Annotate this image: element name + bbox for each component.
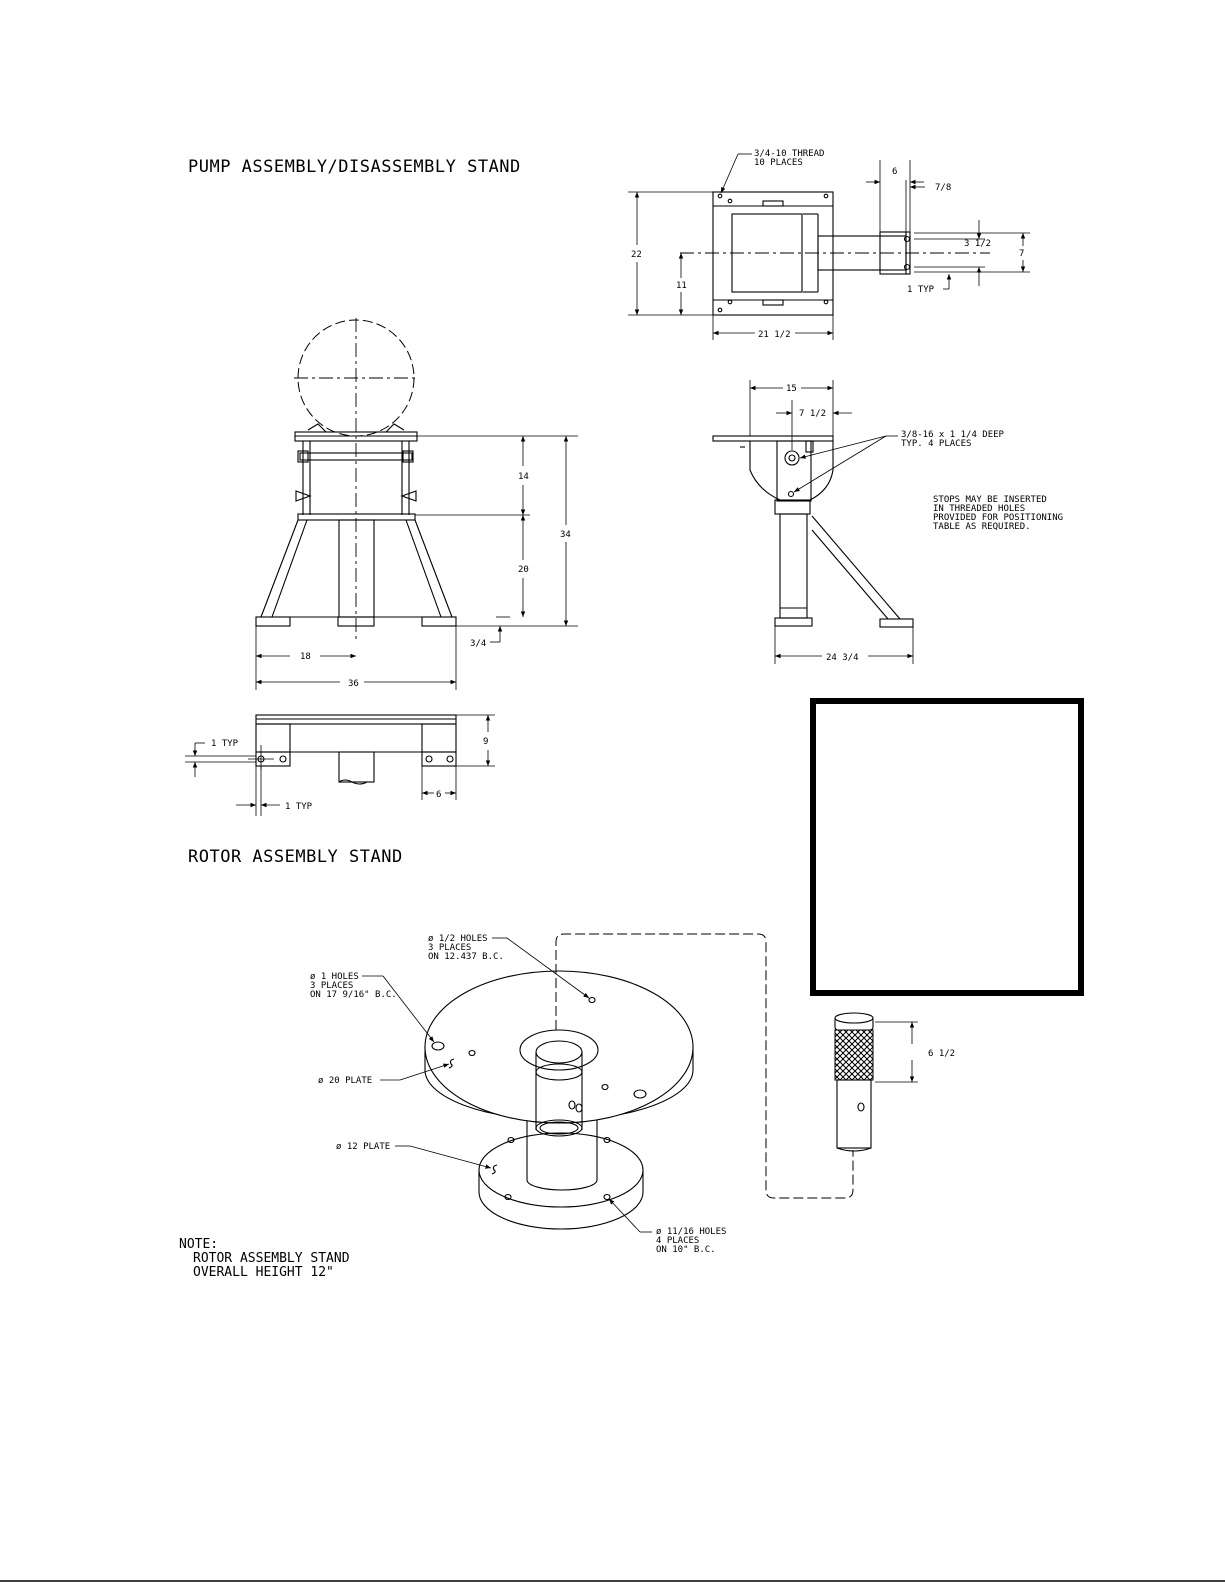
dim-7: 7 — [1019, 249, 1025, 259]
foot-detail — [185, 715, 495, 816]
dim-7-1-2: 7 1/2 — [799, 409, 827, 419]
plate-20-label: ø 20 PLATE — [318, 1076, 373, 1086]
dim-3-1-2: 3 1/2 — [964, 239, 992, 249]
dim-20: 20 — [518, 565, 529, 575]
holes-11-16-note-2: 4 PLACES — [656, 1236, 700, 1246]
dim-36: 36 — [348, 679, 359, 689]
thread-note-2: 10 PLACES — [754, 158, 803, 168]
dim-1-typ-left: 1 TYP — [211, 739, 239, 749]
plate-12-label: ø 12 PLATE — [336, 1142, 391, 1152]
side-post — [780, 514, 807, 618]
holes-11-16-note-1: ø 11/16 HOLES — [656, 1227, 727, 1237]
dim-34: 34 — [560, 530, 571, 540]
side-view — [713, 380, 1063, 664]
dim-9: 9 — [483, 737, 489, 747]
note-line-2: OVERALL HEIGHT 12" — [193, 1265, 334, 1280]
one-holes-note-2: 3 PLACES — [310, 981, 354, 991]
one-holes-note-3: ON 17 9/16" B.C. — [310, 990, 397, 1000]
front-mid-plate — [298, 514, 415, 520]
dim-24-3-4: 24 3/4 — [826, 653, 859, 663]
dim-6-1-2: 6 1/2 — [928, 1049, 956, 1059]
dim-7-8: 7/8 — [935, 183, 952, 193]
dim-21-1-2: 21 1/2 — [758, 330, 791, 340]
stops-note-3: PROVIDED FOR POSITIONING — [933, 513, 1064, 523]
dim-11: 11 — [676, 281, 687, 291]
hole-note-2: TYP. 4 PLACES — [901, 439, 972, 449]
rotor-stand-title: ROTOR ASSEMBLY STAND — [188, 847, 403, 867]
pin-tool — [835, 1013, 873, 1151]
small-plate — [479, 1133, 643, 1207]
dim-15: 15 — [786, 384, 797, 394]
dim-14: 14 — [518, 472, 529, 482]
blank-frame — [813, 701, 1081, 993]
stops-note-2: IN THREADED HOLES — [933, 504, 1026, 514]
thread-note-1: 3/4-10 THREAD — [754, 149, 825, 159]
pump-stand-title: PUMP ASSEMBLY/DISASSEMBLY STAND — [188, 157, 521, 177]
one-holes-note-1: ø 1 HOLES — [310, 972, 359, 982]
dim-6-top: 6 — [892, 167, 898, 177]
half-holes-note-2: 3 PLACES — [428, 943, 472, 953]
half-holes-note-1: ø 1/2 HOLES — [428, 934, 488, 944]
dim-1-typ-top: 1 TYP — [907, 285, 935, 295]
hole-note-1: 3/8-16 x 1 1/4 DEEP — [901, 430, 1004, 440]
holes-11-16-note-3: ON 10" B.C. — [656, 1245, 716, 1255]
dim-22: 22 — [631, 250, 642, 260]
side-table — [713, 436, 833, 441]
large-plate — [425, 971, 693, 1123]
top-view — [628, 149, 1030, 340]
dim-18: 18 — [300, 652, 311, 662]
stops-note-4: TABLE AS REQUIRED. — [933, 522, 1031, 532]
note-line-1: ROTOR ASSEMBLY STAND — [193, 1251, 350, 1266]
dim-6-foot: 6 — [436, 790, 442, 800]
stops-note-1: STOPS MAY BE INSERTED — [933, 495, 1047, 505]
dim-3-4: 3/4 — [470, 639, 487, 649]
top-view-plate — [713, 192, 833, 315]
side-pivot — [785, 451, 799, 465]
front-view — [256, 318, 578, 690]
note-heading: NOTE: — [179, 1237, 219, 1252]
half-holes-note-3: ON 12.437 B.C. — [428, 952, 504, 962]
dim-1-typ-bottom: 1 TYP — [285, 802, 313, 812]
